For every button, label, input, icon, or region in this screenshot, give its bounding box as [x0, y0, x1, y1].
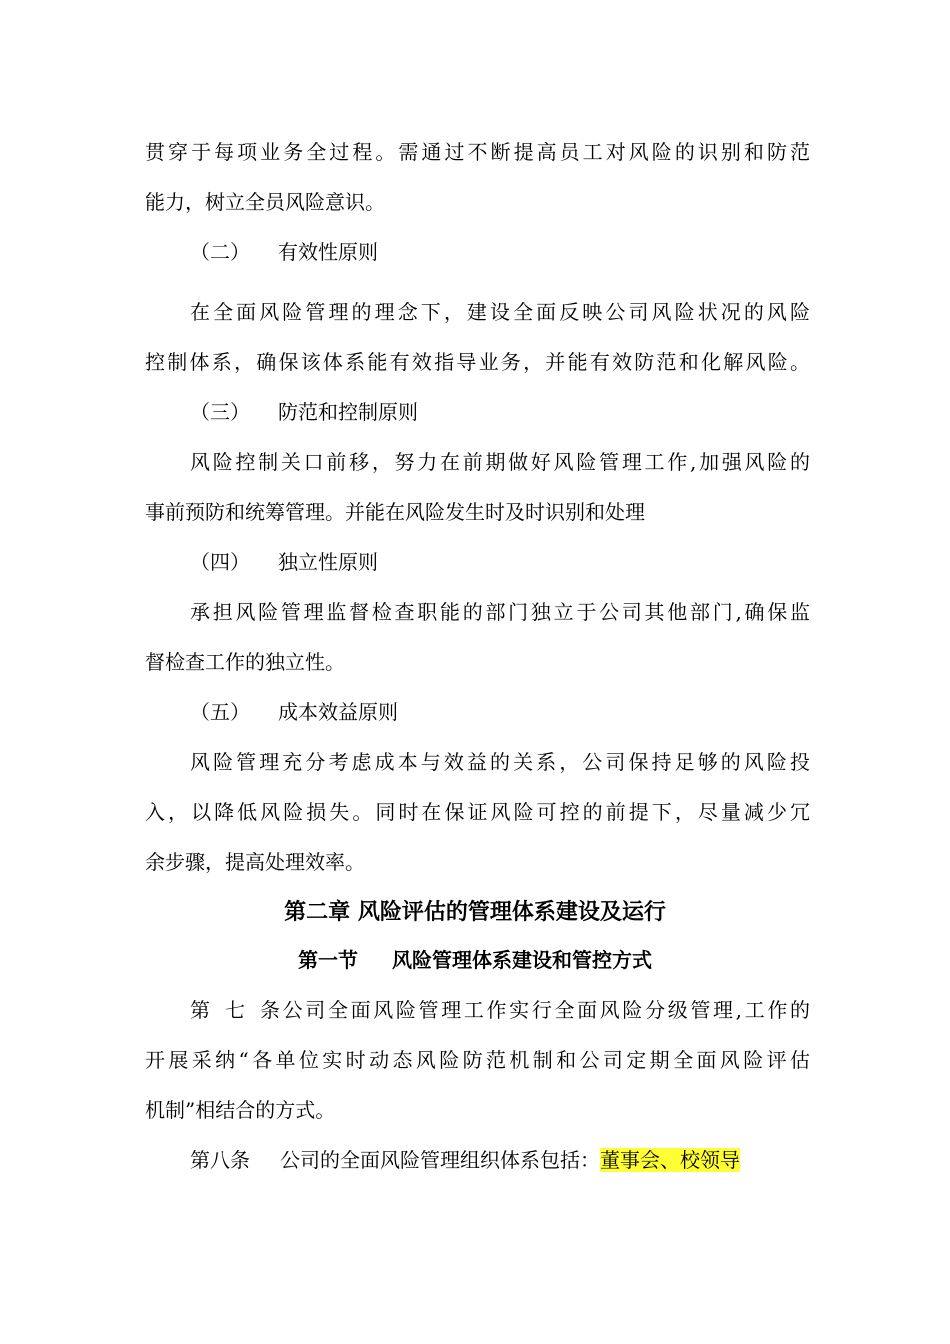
article-label: 第八条: [190, 1148, 250, 1172]
paragraph-line: 事前预防和统筹管理。并能在风险发生时及时识别和处理: [145, 500, 645, 524]
subheading-cost-benefit: [190, 697, 810, 727]
chapter-title: 第二章 风险评估的管理体系建设及运行: [284, 899, 666, 925]
subheading-independence: [190, 547, 810, 577]
subheading-number: （二）: [190, 240, 250, 264]
article-eight-line: [190, 1145, 810, 1175]
article-text: 公司的全面风险管理组织体系包括：: [280, 1148, 600, 1172]
section-name: 风险管理体系建设和管控方式: [392, 948, 652, 972]
subheading-prevention: [190, 397, 810, 427]
paragraph-line: 开展采纳“各单位实时动态风险防范机制和公司定期全面风险评估: [145, 1048, 810, 1072]
subheading-effectiveness: [190, 237, 810, 267]
subheading-title: 独立性原则: [278, 550, 378, 574]
paragraph-line: 风险管理充分考虑成本与效益的关系，公司保持足够的风险投: [190, 750, 810, 774]
highlighted-text: 董事会、校领导: [600, 1148, 740, 1172]
article-seven-line: [190, 995, 810, 1025]
article-text: 公司全面风险管理工作实行全面风险分级管理,工作的: [280, 998, 810, 1022]
subheading-number: （三）: [190, 400, 250, 424]
paragraph-line: 风险控制关口前移，努力在前期做好风险管理工作,加强风险的: [190, 450, 810, 474]
article-label: 第七条: [190, 998, 280, 1022]
paragraph-line: 余步骤，提高处理效率。: [145, 850, 365, 874]
paragraph-line: 机制”相结合的方式。: [145, 1098, 336, 1122]
paragraph-line: 能力，树立全员风险意识。: [145, 190, 385, 214]
paragraph-line: 承担风险管理监督检查职能的部门独立于公司其他部门,确保监: [190, 600, 810, 624]
section-title: [0, 945, 950, 975]
subheading-title: 防范和控制原则: [278, 400, 418, 424]
subheading-number: （五）: [190, 700, 250, 724]
subheading-title: 成本效益原则: [278, 700, 398, 724]
section-label: 第一节: [298, 948, 358, 972]
paragraph-line: 贯穿于每项业务全过程。需通过不断提高员工对风险的识别和防范: [145, 140, 810, 164]
subheading-number: （四）: [190, 550, 250, 574]
paragraph-line: 在全面风险管理的理念下，建设全面反映公司风险状况的风险: [190, 300, 810, 324]
paragraph-line: 督检查工作的独立性。: [145, 650, 345, 674]
paragraph-line: 控制体系，确保该体系能有效指导业务，并能有效防范和化解风险。: [145, 350, 810, 374]
subheading-title: 有效性原则: [278, 240, 378, 264]
paragraph-line: 入，以降低风险损失。同时在保证风险可控的前提下，尽量减少冗: [145, 800, 810, 824]
